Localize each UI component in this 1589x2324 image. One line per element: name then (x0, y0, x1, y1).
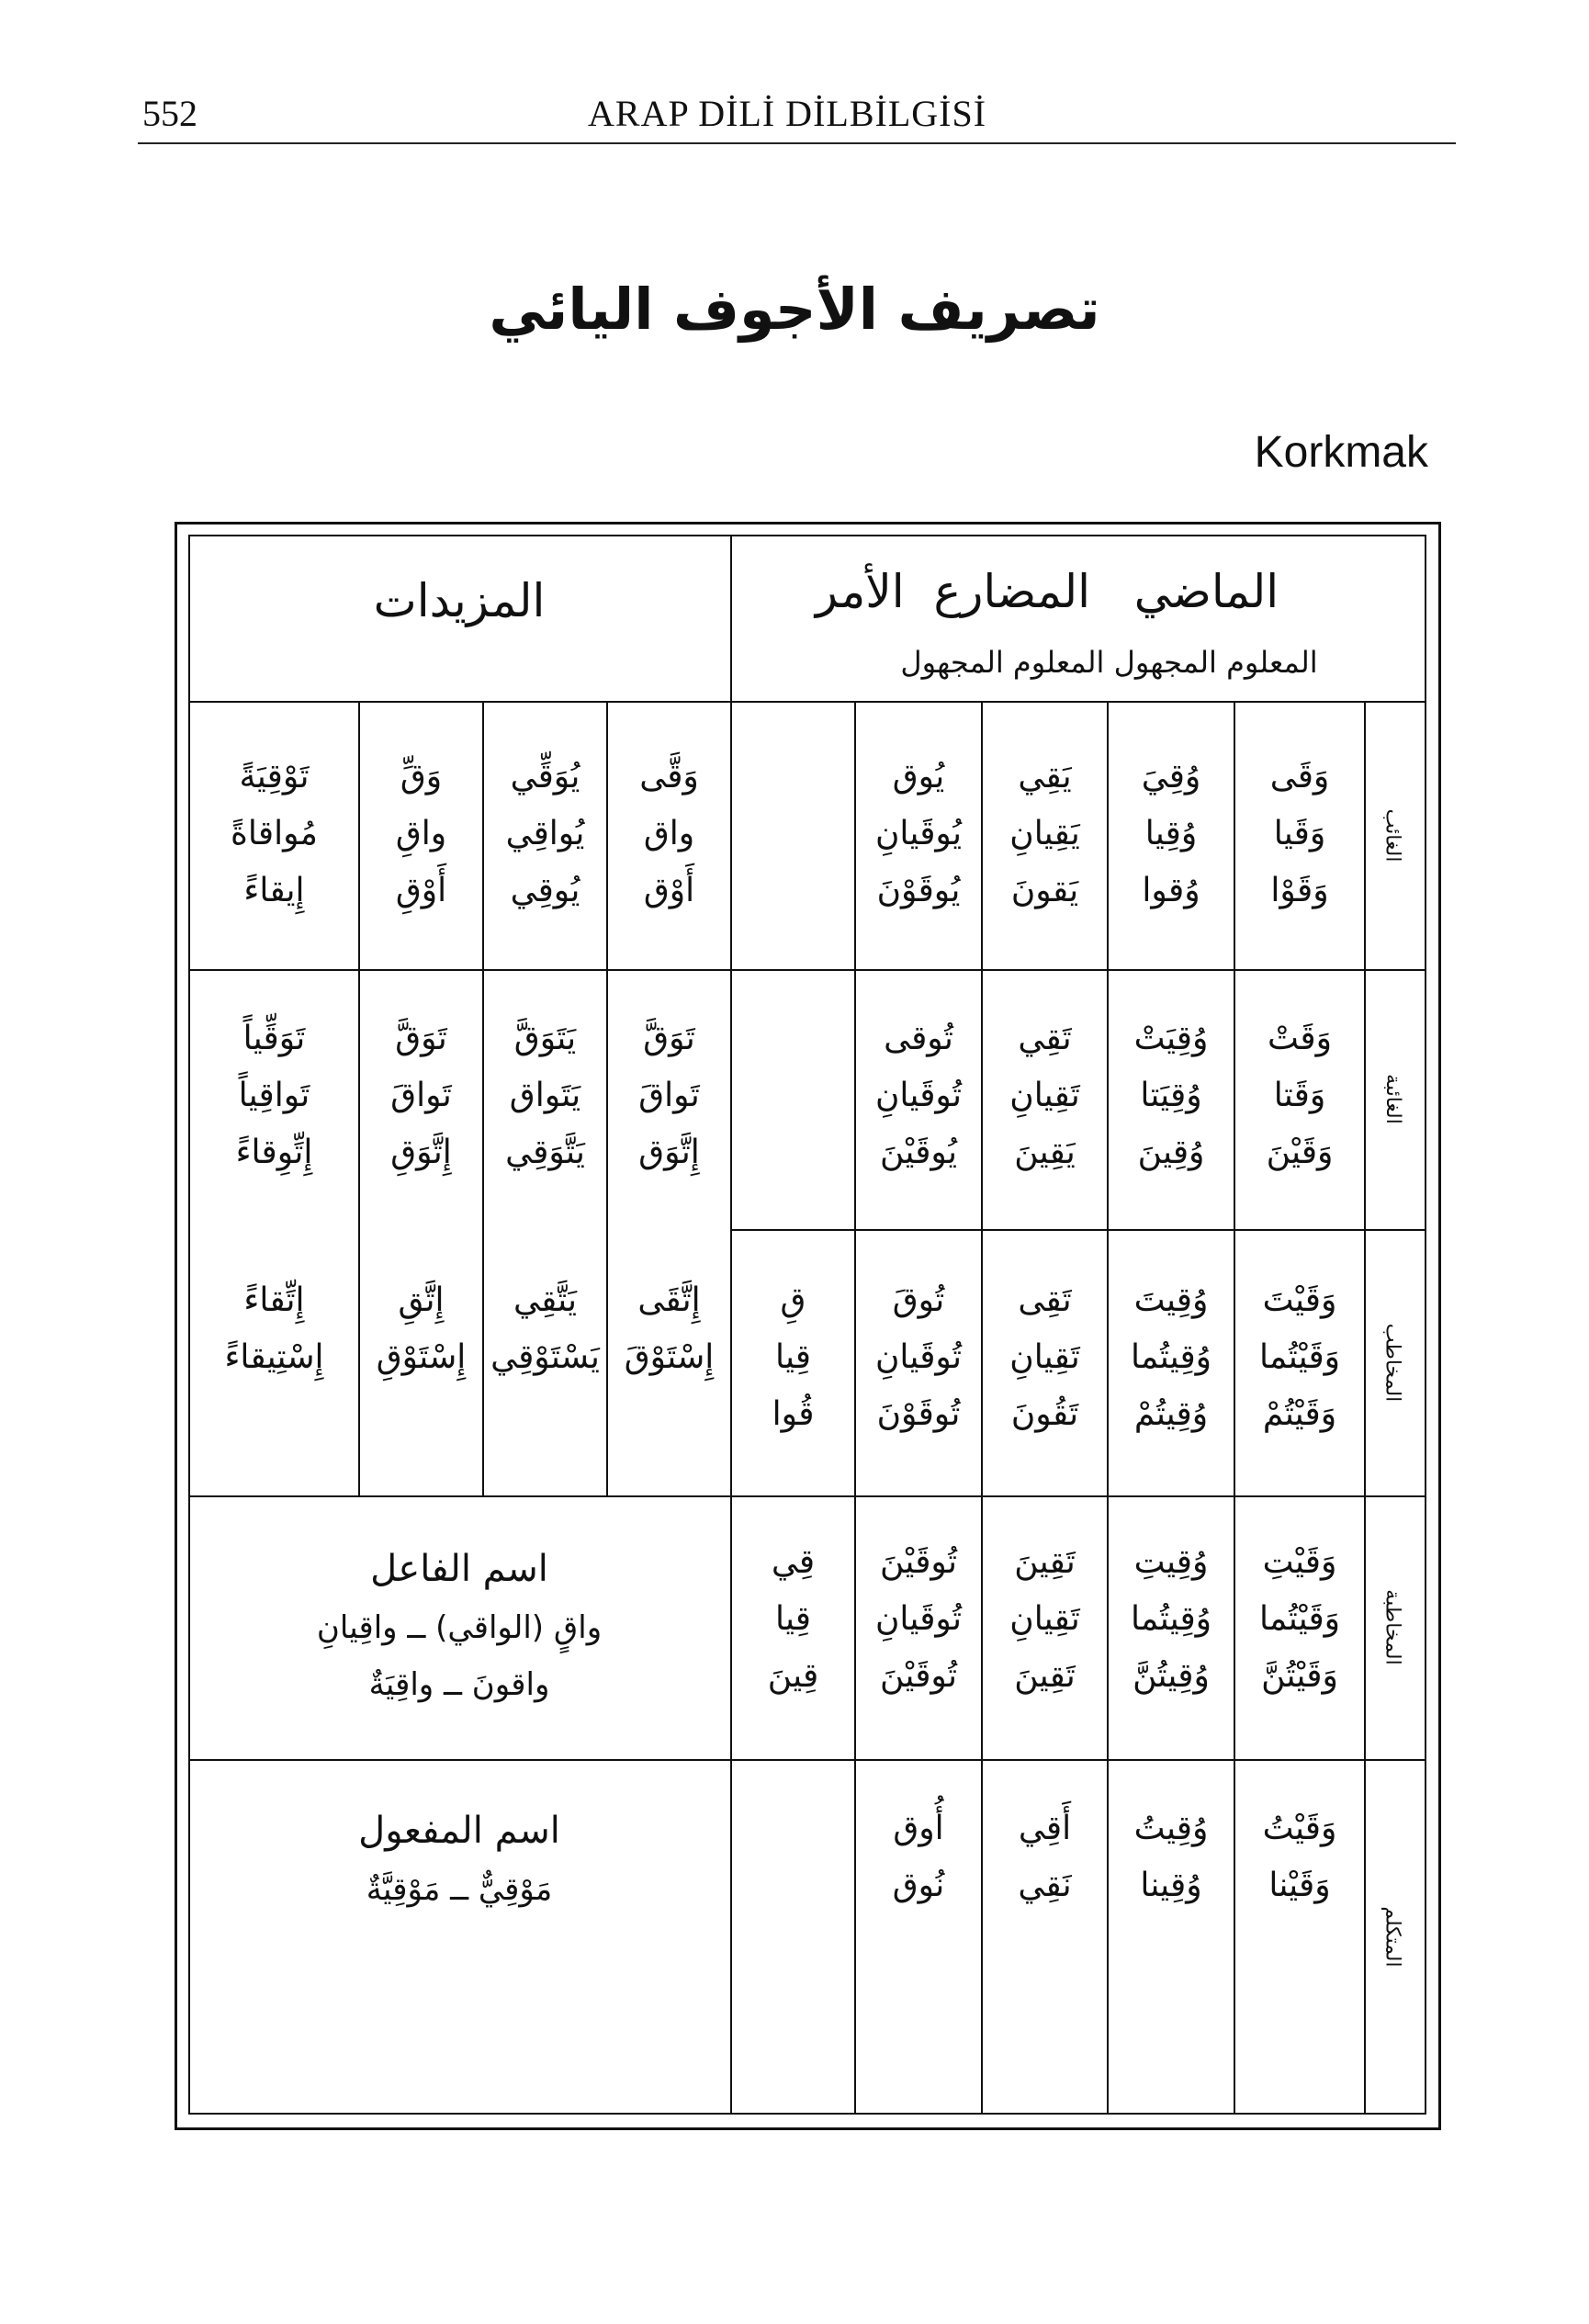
header-voices: المعلوم المجهول المعلوم المجهول (900, 645, 1318, 680)
page-title: تصريف الأجوف اليائي (489, 276, 1100, 343)
header-rule (138, 142, 1456, 144)
row-line-4 (188, 1759, 1426, 1761)
ism-fail-heading: اسم الفاعل (370, 1548, 548, 1590)
row3-amr: قِ قِيا قُوا (772, 1281, 815, 1433)
row1-mazid-4: تَوْقِيَةً مُواقاةً إِيقاءً (231, 758, 318, 909)
row-line-3 (188, 1495, 1426, 1497)
page-number: 552 (142, 93, 197, 134)
row-line-2 (730, 1229, 1426, 1231)
row4-mudari-majhul: تُوقَيْنَ تُوقَيانِ تُوقَيْنَ (874, 1543, 963, 1695)
row1-mazid-3: وَقِّ واقِ أَوْقِ (395, 758, 447, 909)
row2-mudari-majhul: تُوقى تُوقَيانِ يُوقَيْنَ (874, 1020, 963, 1171)
row3-mazi-majhul: وُقِيتَ وُقِيتُما وُقِيتُمْ (1130, 1281, 1212, 1433)
row2-mazid-1: تَوَقَّ تَواقَ إِتَّوَق (638, 1020, 700, 1171)
side-label-ghaib: الغائب (1381, 808, 1404, 862)
row3-mudari-malum: تَقِى تَقِيانِ تَقُونَ (1009, 1281, 1080, 1433)
ism-fail-block (188, 1539, 730, 1713)
header-bottom-line (188, 701, 1426, 703)
row2-mazid-2: يَتَوَقَّ يَتَواق يَتَّوَقِي (505, 1020, 585, 1171)
row2-mazid-4: تَوَقِّياً تَواقِياً إِتِّوِقاءً (235, 1020, 313, 1171)
side-label-mukhataba: المخاطبة (1381, 1589, 1404, 1665)
row5-mazi-majhul: وُقِيتُ وُقِينا (1133, 1810, 1209, 1904)
row1-mazid-1: وَقَّى واق أَوْق (639, 758, 699, 909)
row2-mazid-3: تَوَقَّ تَواقَ إِتَّوَقِ (390, 1020, 452, 1171)
row1-mudari-malum: يَقِي يَقِيانِ يَقونَ (1009, 758, 1080, 909)
row4-mudari-malum: تَقِينَ تَقِيانِ تَقِينَ (1009, 1543, 1080, 1695)
row2-mazi-majhul: وُقِيَتْ وُقِيَتا وُقِينَ (1133, 1020, 1209, 1171)
side-label-mutakallim: المتكلم (1381, 1906, 1404, 1968)
side-label-mukhatab: المخاطب (1381, 1323, 1404, 1402)
row4-amr: قِي قِيا قِينَ (767, 1543, 819, 1695)
row3-mazi-malum: وَقَيْتَ وَقَيْتُما وَقَيْتُمْ (1258, 1281, 1341, 1433)
header-tenses: الماضي المضارع الأمر (815, 565, 1279, 618)
row3-mazid-3: إِتَّقِ إِسْتَوْقِ (376, 1281, 467, 1376)
row2-mudari-malum: تَقِي تَقِيانِ يَقِينَ (1009, 1020, 1080, 1171)
ism-maful-heading: اسم المفعول (358, 1810, 560, 1852)
row1-mazi-majhul: وُقِيَ وُقِيا وُقوا (1141, 758, 1201, 909)
row5-mudari-malum: أَقِي نَقِي (1018, 1810, 1072, 1904)
running-title: ARAP DİLİ DİLBİLGİSİ (588, 93, 987, 134)
row3-mazid-1: إِتَّقَى إِسْتَوْقَ (624, 1281, 715, 1376)
row5-mudari-majhul: أُوق نُوق (892, 1810, 945, 1904)
ism-maful-block (188, 1800, 730, 1918)
verb-meaning: Korkmak (1254, 428, 1428, 477)
row1-mudari-majhul: يُوق يُوقَيانِ يُوقَوْنَ (874, 758, 963, 909)
row1-mazid-2: يُوَقِّي يُواقِي يُوقِي (505, 758, 585, 909)
ism-fail-line1: واقٍ (الواقي) ــ واقِيانِ (316, 1609, 603, 1646)
row3-mudari-majhul: تُوقَ تُوقَيانِ تُوقَوْنَ (874, 1281, 963, 1433)
row3-mazid-2: يَتَّقِي يَسْتَوْقِي (490, 1281, 600, 1376)
ism-maful-line1: مَوْقِيٌّ ــ مَوْقِيَّةٌ (366, 1871, 553, 1908)
row1-mazi-malum: وَقَى وَقَيا وَقَوْا (1269, 758, 1330, 909)
row5-mazi-malum: وَقَيْتُ وَقَيْنا (1262, 1810, 1337, 1904)
row4-mazi-malum: وَقَيْتِ وَقَيْتُما وَقَيْتُنَّ (1258, 1543, 1341, 1695)
row-line-1 (188, 969, 1426, 971)
row3-mazid-4: إِتِّقاءً إِسْتِيقاءً (224, 1281, 324, 1376)
ism-fail-line2: واقونَ ــ واقِيَةٌ (368, 1666, 550, 1703)
row2-mazi-malum: وَقَتْ وَقَتا وَقَيْنَ (1266, 1020, 1334, 1171)
row4-mazi-majhul: وُقِيتِ وُقِيتُما وُقِيتُنَّ (1130, 1543, 1212, 1695)
side-label-ghaiba: الغائبة (1381, 1074, 1404, 1124)
header-mazidat: المزيدات (373, 574, 546, 627)
